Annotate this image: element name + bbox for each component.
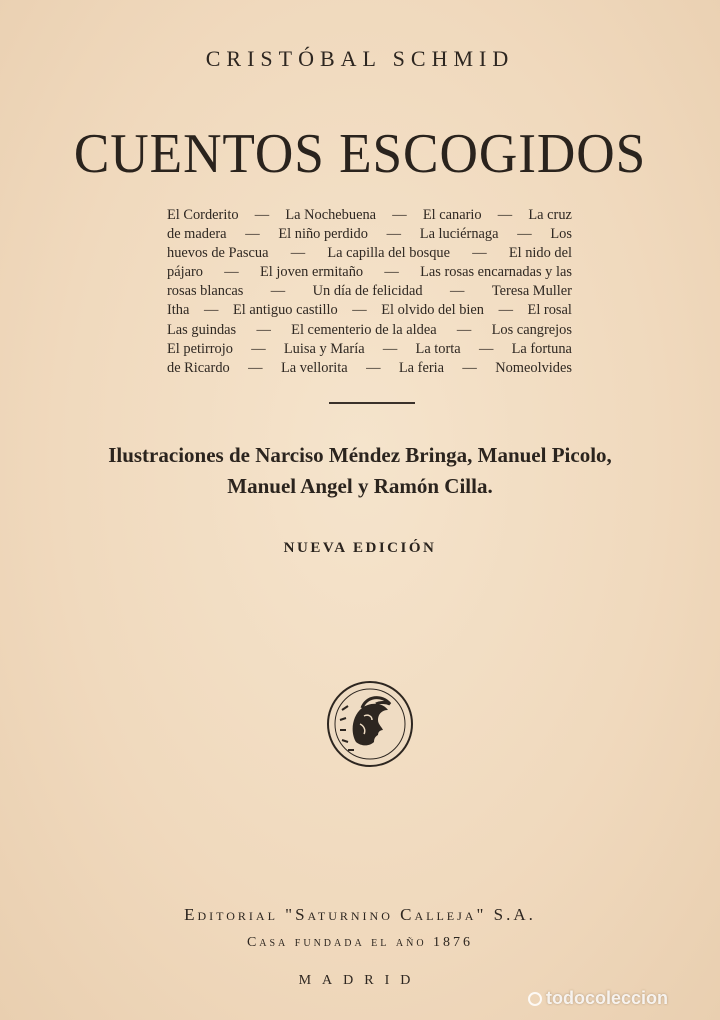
watermark-text: todocoleccion (546, 988, 669, 1008)
story-title: El antiguo castillo (232, 302, 338, 319)
story-title: La torta (415, 340, 461, 357)
story-title: El petirrojo (167, 340, 233, 357)
em-dash-separator: — (254, 207, 270, 223)
story-title: El rosal (527, 302, 572, 319)
story-title: El niño perdido (278, 226, 368, 243)
stories-list-line (167, 340, 572, 359)
divider-rule (329, 402, 415, 404)
stories-list-line (167, 225, 572, 244)
story-title: de Ricardo (167, 359, 230, 376)
em-dash-separator: — (450, 283, 465, 300)
illustrators-line-2: Manuel Angel y Ramón Cilla. (227, 474, 493, 498)
story-title: Nomeolvides (495, 359, 572, 376)
story-title: La luciérnaga (419, 226, 499, 243)
em-dash-separator: — (517, 226, 532, 243)
publisher-founded: Casa fundada el año 1876 (246, 935, 474, 950)
stories-list-line (167, 263, 572, 282)
em-dash-separator: — (386, 226, 402, 243)
story-title: El olvido del bien (381, 302, 484, 319)
em-dash-separator: — (270, 283, 286, 300)
story-title: El Corderito (167, 207, 239, 223)
story-title: Las rosas encarnadas y las (420, 264, 572, 281)
stories-list-line (167, 206, 572, 225)
watermark (528, 988, 668, 1009)
story-title: La cruz (528, 207, 572, 223)
story-title: La feria (398, 359, 445, 376)
em-dash-separator: — (256, 321, 271, 338)
story-title: Teresa Muller (491, 283, 572, 300)
story-title: La fortuna (511, 340, 572, 357)
illustrators-line-1: Ilustraciones de Narciso Méndez Bringa, Manuel Picolo, (108, 443, 612, 467)
author-name: CRISTÓBAL SCHMID (205, 46, 515, 71)
em-dash-separator: — (497, 207, 513, 223)
stories-list-line (167, 244, 572, 263)
em-dash-separator: — (290, 245, 306, 262)
em-dash-separator: — (224, 264, 239, 281)
story-title: La vellorita (280, 359, 348, 376)
stories-list-line (167, 321, 572, 340)
stories-list-line (167, 282, 572, 301)
story-title: Los (550, 226, 572, 243)
stories-list-line (167, 301, 572, 320)
em-dash-separator: — (248, 359, 263, 376)
em-dash-separator: — (498, 302, 513, 319)
story-title: pájaro (167, 264, 203, 281)
em-dash-separator: — (478, 340, 494, 357)
illustrators-credit (0, 440, 720, 502)
em-dash-separator: — (456, 321, 472, 338)
story-title: El nido del (508, 245, 572, 262)
em-dash-separator: — (352, 302, 367, 319)
story-title: La capilla del bosque (327, 245, 451, 262)
em-dash-separator: — (245, 226, 260, 243)
book-title: CUENTOS ESCOGIDOS (73, 123, 647, 185)
minerva-medallion-icon (326, 680, 414, 768)
em-dash-separator: — (382, 340, 398, 357)
story-title: El joven ermitaño (259, 264, 364, 281)
publisher-name: Editorial "Saturnino Calleja" S.A. (184, 905, 536, 924)
em-dash-separator: — (203, 302, 219, 319)
stories-list (167, 206, 572, 378)
em-dash-separator: — (472, 245, 487, 262)
em-dash-separator: — (384, 264, 399, 281)
story-title: Las guindas (167, 321, 237, 338)
story-title: de madera (167, 226, 227, 243)
story-title: huevos de Pascua (167, 245, 269, 262)
story-title: rosas blancas (167, 283, 244, 300)
story-title: Itha (167, 302, 190, 319)
em-dash-separator: — (462, 359, 477, 376)
story-title: Luisa y María (283, 340, 365, 357)
story-title: El canario (422, 207, 482, 223)
story-title: Un día de felicidad (312, 283, 423, 300)
watermark-logo-icon (528, 992, 542, 1006)
em-dash-separator: — (366, 359, 381, 376)
story-title: El cementerio de la aldea (291, 321, 437, 338)
em-dash-separator: — (251, 340, 266, 357)
em-dash-separator: — (392, 207, 407, 223)
publication-city: MADRID (298, 973, 422, 988)
stories-list-line (167, 359, 572, 378)
story-title: Los cangrejos (491, 321, 572, 338)
edition-label: NUEVA EDICIÓN (283, 540, 437, 556)
story-title: La Nochebuena (285, 207, 377, 223)
